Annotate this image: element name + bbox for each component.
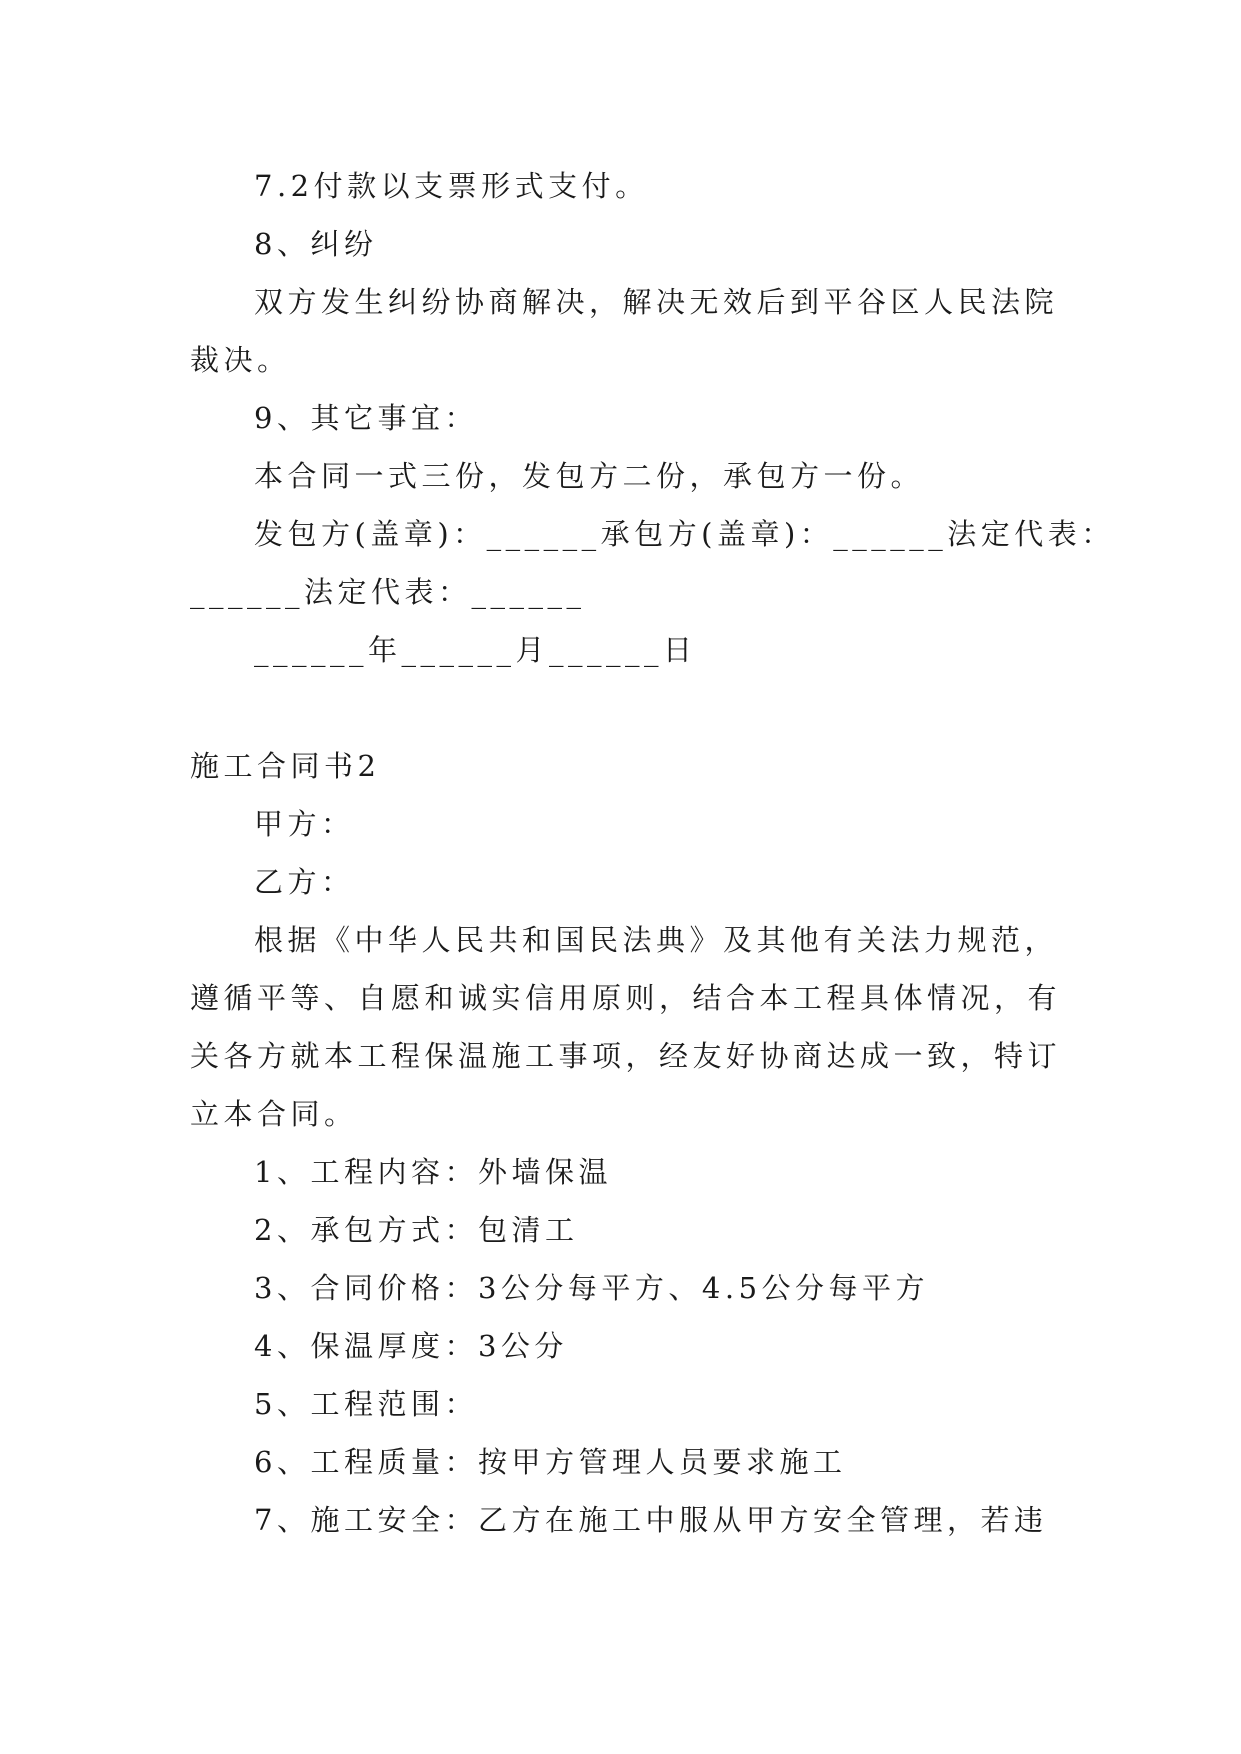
clause-8-heading: 8、纠纷 [254, 227, 378, 261]
signature-line: 发包方(盖章)：______承包方(盖章)：______法定代表： [254, 517, 1115, 551]
clause-8-text: 双方发生纠纷协商解决，解决无效后到平谷区人民法院 [254, 285, 1059, 319]
clause-4-thickness: 4、保温厚度：3公分 [254, 1329, 568, 1363]
clause-9-heading: 9、其它事宜： [254, 401, 478, 435]
contract-2-title: 施工合同书2 [190, 749, 381, 783]
clause-1-content: 1、工程内容：外墙保温 [254, 1155, 612, 1189]
preamble-text-cont-1: 遵循平等、自愿和诚实信用原则，结合本工程具体情况，有 [190, 981, 1062, 1015]
signature-line-cont: ______法定代表：______ [190, 575, 586, 609]
party-b-line: 乙方： [254, 865, 355, 899]
clause-7-2-payment: 7.2付款以支票形式支付。 [254, 169, 649, 203]
party-a-line: 甲方： [254, 807, 355, 841]
clause-2-method: 2、承包方式：包清工 [254, 1213, 579, 1247]
clause-8-text-cont: 裁决。 [190, 343, 291, 377]
preamble-text-cont-3: 立本合同。 [190, 1097, 358, 1131]
clause-9-text: 本合同一式三份，发包方二份，承包方一份。 [254, 459, 925, 493]
clause-6-quality: 6、工程质量：按甲方管理人员要求施工 [254, 1445, 847, 1479]
clause-5-scope: 5、工程范围： [254, 1387, 478, 1421]
clause-7-safety: 7、施工安全：乙方在施工中服从甲方安全管理，若违 [254, 1503, 1048, 1537]
preamble-text: 根据《中华人民共和国民法典》及其他有关法力规范， [254, 923, 1059, 957]
preamble-text-cont-2: 关各方就本工程保温施工事项，经友好协商达成一致，特订 [190, 1039, 1062, 1073]
clause-3-price: 3、合同价格：3公分每平方、4.5公分每平方 [254, 1271, 930, 1305]
date-line: ______年______月______日 [254, 633, 697, 667]
